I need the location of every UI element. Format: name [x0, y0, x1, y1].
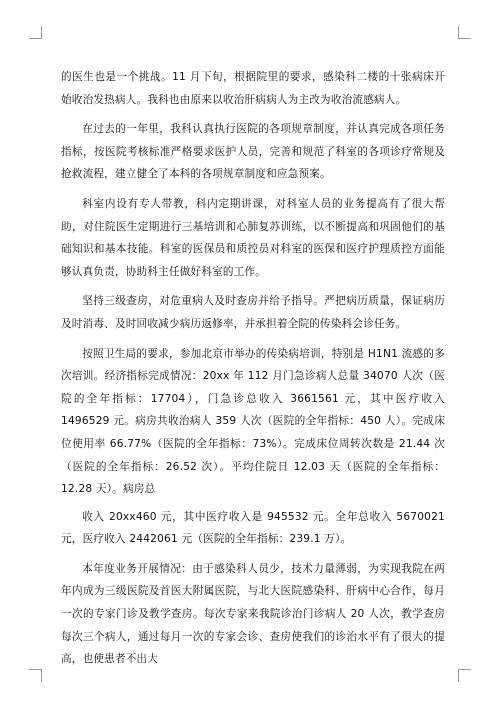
paragraph-6: 收入 20xx460 元，其中医疗收入是 945532 元。全年总收入 5670021 元，医疗收入 2442061 元（医院的全年指标：239.1 万）。: [61, 510, 445, 546]
paragraph-7: 本年度业务开展情况：由于感染科人员少，技术力量薄弱，为实现我院在两年内成为三级医院及首医大附属医院，与北大医院感染科、肝病中心合作，每月一次的专家门诊及教学查房。每次专家来我院诊治门诊病人 20 人次，教学查房每次三个病人，通过每月一次的专家会诊、查房使我们的诊治水平有了很大的提高，也使患者不出大: [61, 562, 445, 666]
crop-mark-bottom-right: [458, 669, 471, 682]
document-body: [61, 66, 445, 678]
paragraph-5: 按照卫生局的要求，参加北京市举办的传染病培训，特别是 H1N1 流感的多次培训。经济指标完成情况：20xx 年 112 月门急诊病人总量 34070 人次（医院的全年指标：17704），门急诊总收入 3661561 元，其中医疗收入 1496529 元。病房共收治病人 359 人次（医院的全年指标：450 人）。完成床位使用率 66.77%（医院的全年指标：73%）。完成床位周转次数是 21.44 次（医院的全年指标：26.52 次）。平均住院日 12.03 天（医院的全年指标：12.28 天）。病房总: [61, 347, 445, 496]
paragraph-3: 科室内设有专人带教，科内定期讲课，对科室人员的业务提高有了很大帮助，对住院医生定期进行三基培训和心肺复苏训练，以不断提高和巩固他们的基础知识和基本技能。科室的医保员和质控员对科室的医保和医疗护理质控方面能够认真负责，协助科主任做好科室的工作。: [61, 197, 445, 278]
crop-mark-top-left: [29, 26, 42, 39]
paragraph-4: 坚持三级查房，对危重病人及时查房并给予指导。严把病历质量，保证病历及时消毒、及时回收减少病历返修率，并承担着全院的传染科会诊任务。: [61, 295, 445, 330]
crop-mark-bottom-left: [29, 669, 42, 682]
crop-mark-top-right: [458, 26, 471, 39]
paragraph-1: 的医生也是一个挑战。11 月下旬，根据院里的要求，感染科二楼的十张病床开始收治发热病人。我科也由原来以收治肝病病人为主改为收治流感病人。: [61, 71, 445, 106]
paragraph-2: 在过去的一年里，我科认真执行医院的各项规章制度，并认真完成各项任务指标，按医院考核标准严格要求医护人员，完善和规范了科室的各项诊疗常规及抢救流程，建立健全了本科的各项规章制度和应急预案。: [61, 123, 445, 181]
